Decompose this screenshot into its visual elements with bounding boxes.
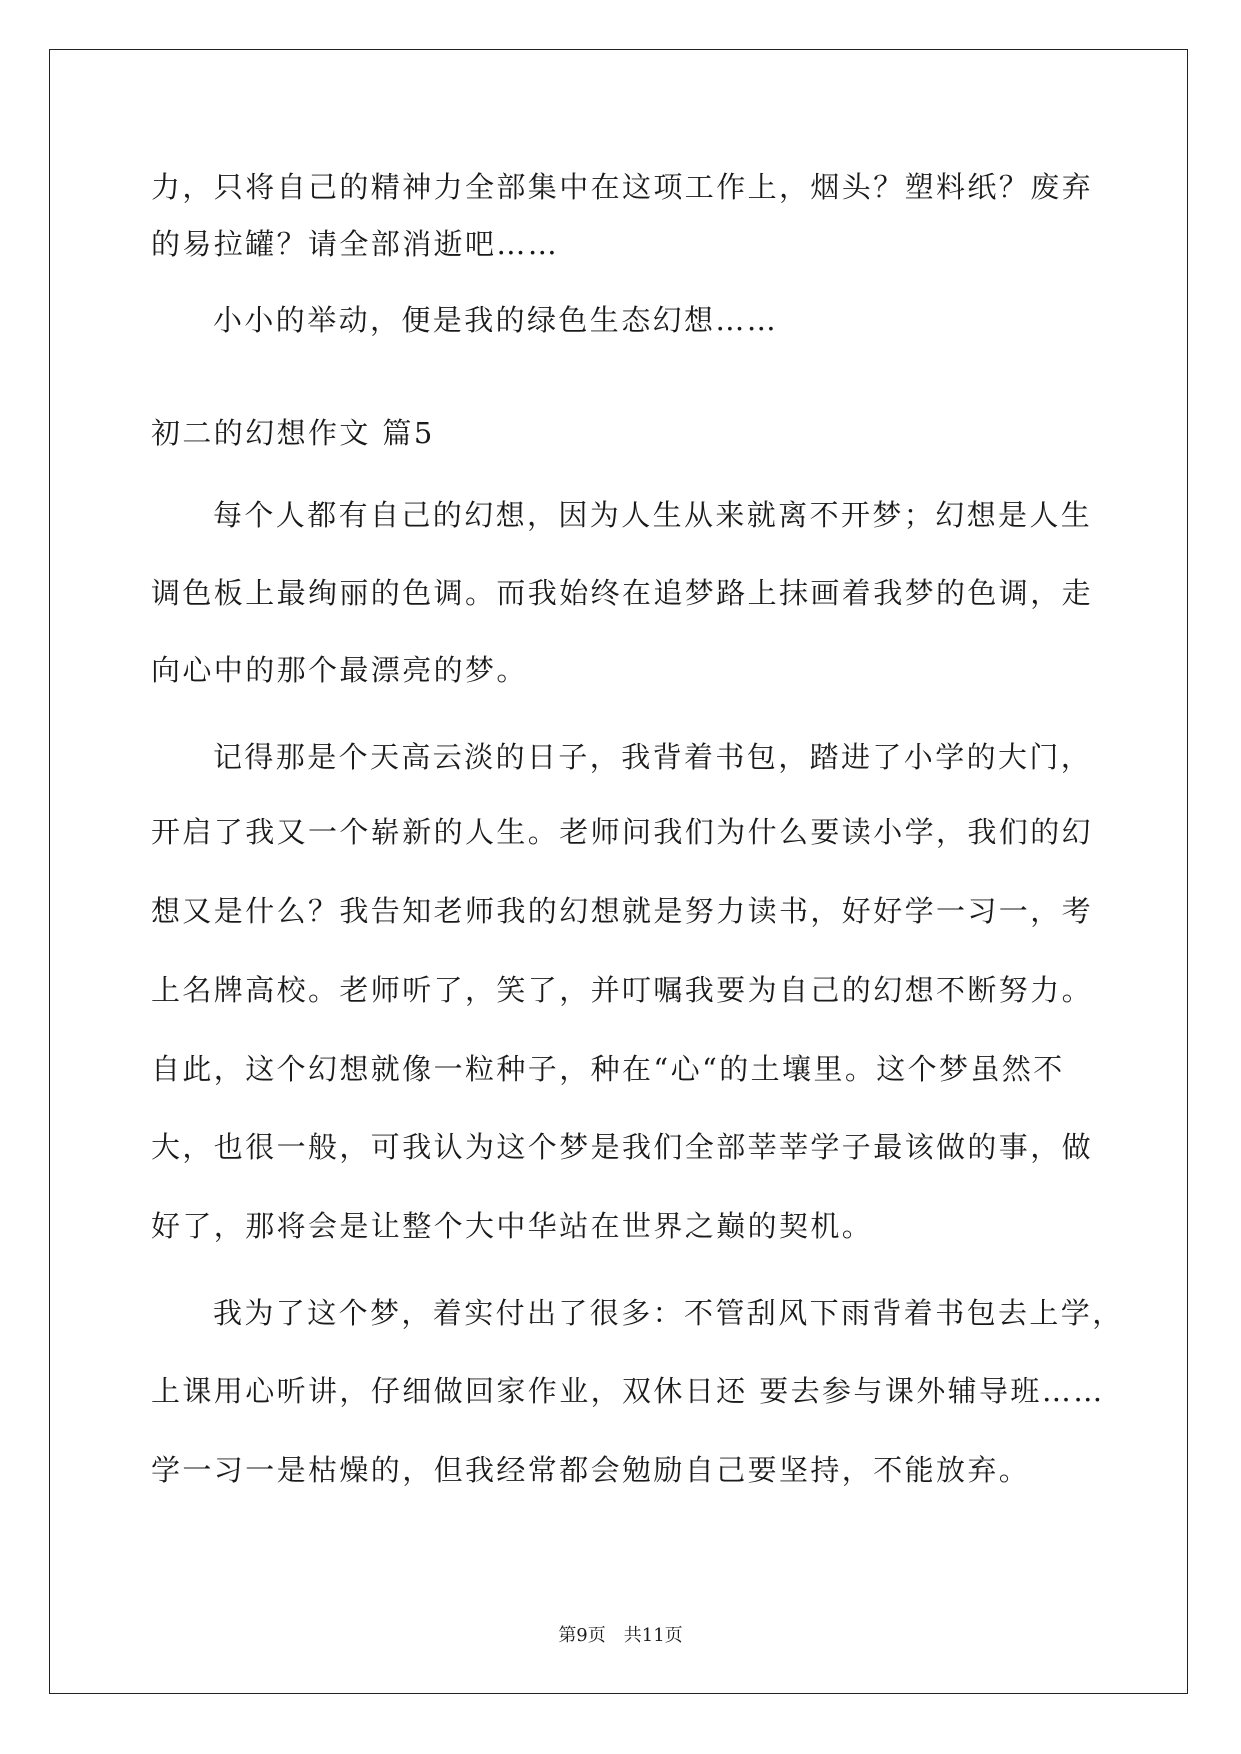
- paragraph-line: 每个人都有自己的幻想，因为人生从来就离不开梦；幻想是人生: [213, 498, 1093, 532]
- section-heading: 初二的幻想作文 篇5: [151, 416, 435, 450]
- paragraph-line: 调色板上最绚丽的色调。而我始终在追梦路上抹画着我梦的色调，走: [151, 576, 1094, 610]
- paragraph-line: 开启了我又一个崭新的人生。老师问我们为什么要读小学，我们的幻: [151, 815, 1094, 849]
- page-border: [49, 49, 1188, 1694]
- paragraph-line: 力，只将自己的精神力全部集中在这项工作上，烟头？塑料纸？废弃: [151, 170, 1094, 204]
- paragraph-line: 我为了这个梦，着实付出了很多：不管刮风下雨背着书包去上学，: [213, 1296, 1124, 1330]
- paragraph-line: 的易拉罐？请全部消逝吧……: [151, 227, 560, 261]
- paragraph-line: 自此，这个幻想就像一粒种子，种在“心“的土壤里。这个梦虽然不: [151, 1052, 1065, 1086]
- paragraph-line: 记得那是个天高云淡的日子，我背着书包，踏进了小学的大门，: [213, 740, 1093, 774]
- paragraph-line: 大，也很一般，可我认为这个梦是我们全部莘莘学子最该做的事，做: [151, 1130, 1094, 1164]
- page-number: 第9页 共11页: [558, 1625, 683, 1646]
- paragraph-line: 想又是什么？我告知老师我的幻想就是努力读书，好好学一习一，考: [151, 894, 1094, 928]
- paragraph-line: 向心中的那个最漂亮的梦。: [151, 653, 528, 687]
- paragraph-line: 小小的举动，便是我的绿色生态幻想……: [213, 303, 779, 337]
- paragraph-line: 上名牌高校。老师听了，笑了，并叮嘱我要为自己的幻想不断努力。: [151, 973, 1094, 1007]
- paragraph-line: 学一习一是枯燥的，但我经常都会勉励自己要坚持，不能放弃。: [151, 1453, 1031, 1487]
- paragraph-line: 上课用心听讲，仔细做回家作业，双休日还 要去参与课外辅导班……: [151, 1374, 1105, 1408]
- paragraph-line: 好了，那将会是让整个大中华站在世界之巅的契机。: [151, 1209, 874, 1243]
